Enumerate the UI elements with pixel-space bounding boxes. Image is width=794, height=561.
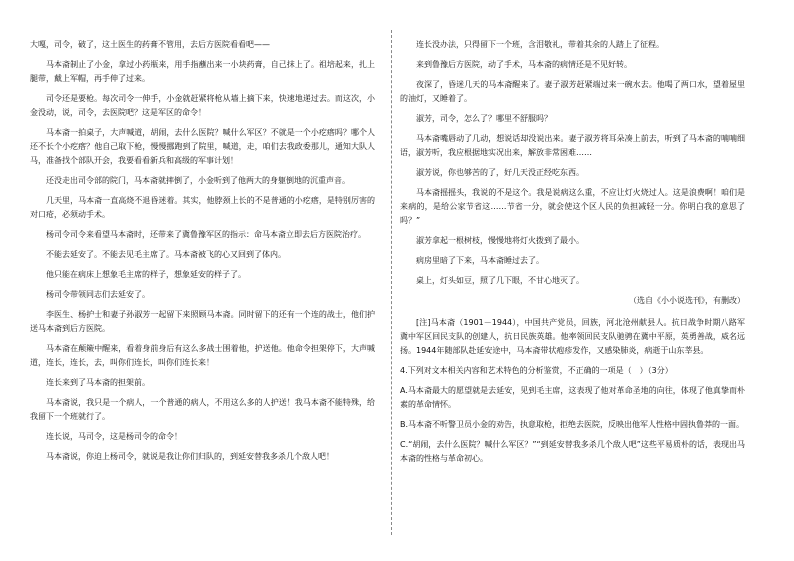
story-paragraph: 淑芳，司令，怎么了？哪里不舒服吗？ bbox=[416, 114, 552, 123]
story-paragraph: 几天里，马本斋一直高烧不退昏迷着。其实，他脖颈上长的不是普通的小疙瘩，是特别厉害的对口疮，必须动手术。 bbox=[30, 196, 375, 219]
story-paragraph: 淑芳说，你也够苦的了，好几天没正经吃东西。 bbox=[416, 168, 584, 177]
story-paragraph: 他只能在病床上想象毛主席的样子，想象延安的样子了。 bbox=[46, 270, 246, 279]
story-paragraph: 马本斋嘴唇动了几动，想说话却没说出来。妻子淑芳将耳朵凑上前去，听到了马本斋的喃喃细语，淑芳听，我应根据地实况出来，解放非常困难…… bbox=[400, 134, 745, 157]
story-paragraph: 连长没办法，只得留下一个班，含泪敬礼，带着其余的人踏上了征程。 bbox=[416, 40, 664, 49]
story-paragraph: 连长来到了马本斋的担架前。 bbox=[46, 378, 150, 387]
story-paragraph: 马本斋说，你迫上杨司令，就说是我让你们归队的，到延安替我多杀几个敌人吧！ bbox=[46, 452, 334, 461]
question-stem: 4.下列对文本相关内容和艺术特色的分析鉴赏，不正确的一项是（ ）（3分） bbox=[400, 366, 673, 375]
story-paragraph: 病房里暗了下来，马本斋睡过去了。 bbox=[416, 256, 544, 265]
footnote: [注]马本斋（1901－1944），中国共产党员，回族，河北沧州献县人。抗日战争时期八路军冀中军区回民支队的创建人，抗日民族英雄。他率领回民支队驰骋在冀中平原，英勇善战，威名远扬。1944年随部队赴延安途中，马本斋带状疱疹发作，又感染肺炎，病逝于山东莘县。 bbox=[400, 318, 745, 355]
left-column bbox=[30, 38, 375, 470]
story-paragraph: 还没走出司令部的院门，马本斋就摔倒了，小金听到了他两大的身躯倒地的沉重声音。 bbox=[46, 176, 350, 185]
story-paragraph: 马本斋制止了小金，拿过小药瓶来，用手指蘸出来一小块药膏，自己抹上了。祖培起来，扎上腿带，戴上军帽，再手伸了过来。 bbox=[30, 60, 375, 83]
option-a: A.马本斋最大的愿望就是去延安，见到毛主席，这表现了他对革命圣地的向往，体现了他真挚而朴素的革命情怀。 bbox=[400, 386, 745, 409]
right-column bbox=[400, 38, 745, 472]
story-paragraph: 来到鲁豫后方医院，动了手术，马本斋的病情还是不见好转。 bbox=[416, 60, 632, 69]
story-paragraph: 李医生、杨护士和妻子孙淑芳一起留下来照顾马本斋。同时留下的还有一个连的战士，他们护送马本斋到后方医院。 bbox=[30, 310, 375, 333]
option-c: C.“胡闹，去什么医院？喊什么军区？”“到延安替我多杀几个敌人吧”这些平易质朴的话，表现出马本斋的性格与革命初心。 bbox=[400, 440, 745, 463]
column-divider bbox=[391, 30, 392, 535]
story-paragraph: 淑芳拿起一根树枝，慢慢地将灯火拨到了最小。 bbox=[416, 236, 584, 245]
story-paragraph: 马本斋在颠簸中醒来，看着身前身后有这么多战士围着他，护送他。他命令担架停下，大声喊道，连长，连长，去，叫你们连长，叫你们连长来！ bbox=[30, 344, 375, 367]
story-paragraph: 马本斋摇摇头，我说的不是这个。我是说病这么重，不应让灯火烧过人。这是浪费啊！咱们是来病的，是给公家节省这……节省一分，就会使这个区人民的负担减轻一分。你明白我的意思了吗？” bbox=[400, 188, 745, 225]
story-paragraph: 杨司令司令来看望马本斋时，还带来了冀鲁豫军区的指示：命马本斋立即去后方医院治疗。 bbox=[46, 230, 366, 239]
source-citation: （选自《小小说选刊》，有删改） bbox=[629, 296, 745, 305]
story-paragraph: 马本斋一拍桌子，大声喊道，胡闹，去什么医院？喊什么军区？不就是一个小疙瘩吗？哪个人还不长个小疙瘩？他自己取下枪，慢慢挪跑到了院里，喊道，走，咱们去我政委那儿，通知大队人马，准备找个部队开会，我要看看新兵和高级的军事计划！ bbox=[30, 128, 375, 165]
story-paragraph: 大嘎，司令，破了，这土医生的药膏不管用，去后方医院看看吧—— bbox=[30, 40, 270, 49]
story-paragraph: 夜深了，昏迷几天的马本斋醒来了。妻子淑芳赶紧端过来一碗水去。他喝了两口水，望着屋里的油灯，又睡着了。 bbox=[400, 80, 745, 103]
question-block bbox=[400, 364, 745, 466]
story-paragraph: 连长说，马司令，这是杨司令的命令！ bbox=[46, 432, 182, 441]
story-paragraph: 桌上，灯头如豆，照了几下眼，不甘心地灭了。 bbox=[416, 276, 584, 285]
story-paragraph: 杨司令带领同志们去延安了。 bbox=[46, 290, 150, 299]
story-paragraph: 马本斋说，我只是一个病人，一个普通的病人，不用这么多的人护送！我马本斋不能特殊，给我留下一个班就行了。 bbox=[30, 398, 375, 421]
option-b: B.马本斋不听警卫员小金的劝告，执意取枪，拒绝去医院，反映出他军人性格中固执鲁莽的一面。 bbox=[400, 420, 745, 429]
story-paragraph: 不能去延安了。不能去见毛主席了。马本斋被飞的心又回到了体内。 bbox=[46, 250, 286, 259]
story-paragraph: 司令还是要枪。每次司令一伸手，小金就赶紧将枪从墙上摘下来，快速地递过去。而这次，小金没动，说，司令，去医院吧？这是军区的命令！ bbox=[30, 94, 375, 117]
